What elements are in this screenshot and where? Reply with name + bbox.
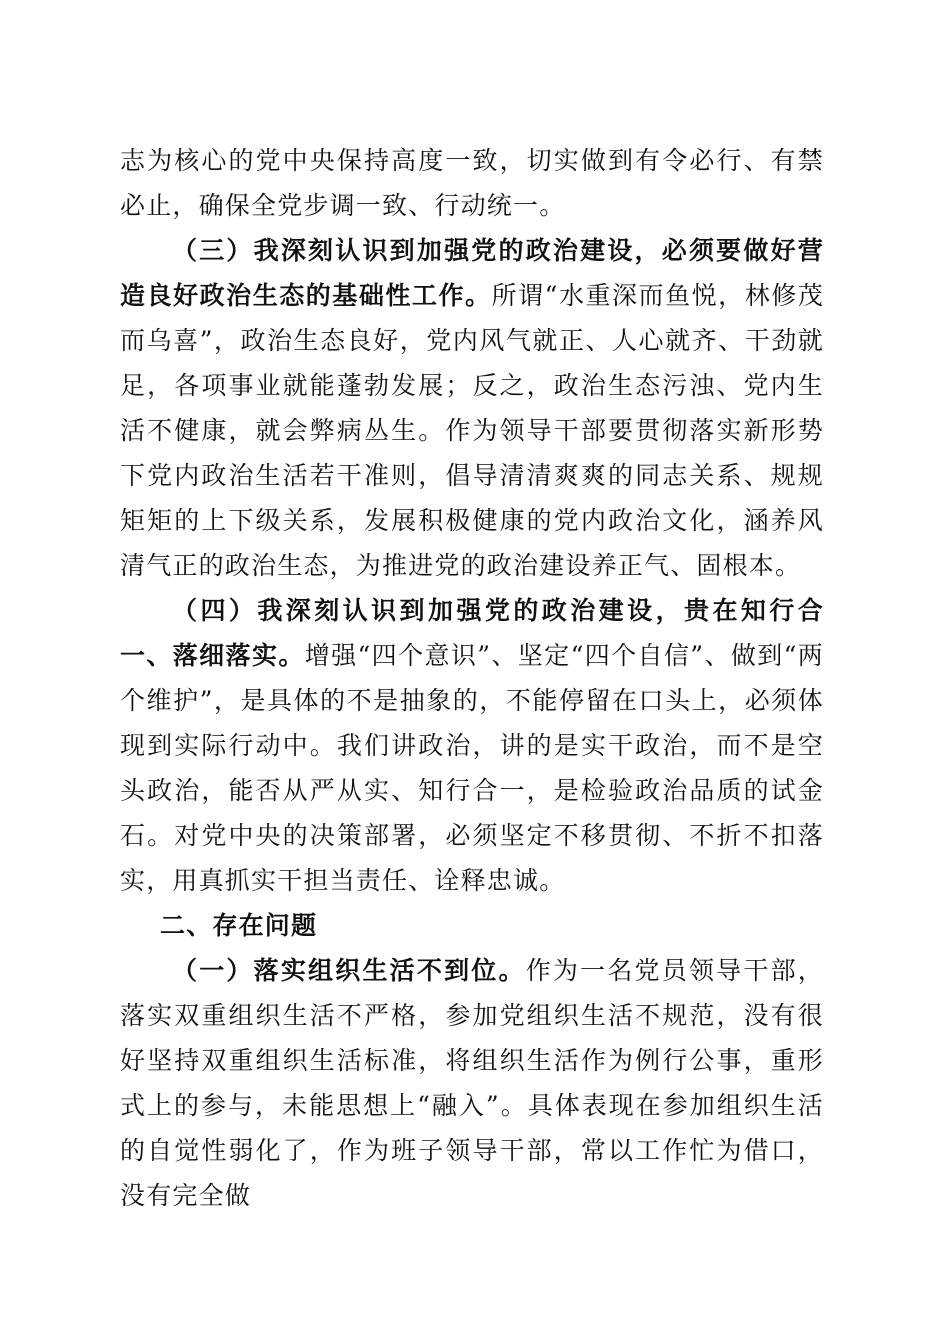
paragraph-text: 增强“四个意识”、坚定“四个自信”、做到“两个维护”，是具体的不是抽象的，不能停留在口头上，必须体现到实际行动中。我们讲政治，讲的是实干政治，而不是空头政治，能否从严从实、知行合一，是检验政治品质的试金石。对党中央的决策部署，必须坚定不移贯彻、不折不扣落实，用真抓实干担当责任、诠释忠诚。	[120, 641, 825, 895]
paragraph-text: 所谓“水重深而鱼悦，林修茂而乌喜”，政治生态良好，党内风气就正、人心就齐、干劲就足，各项事业就能蓬勃发展；反之，政治生态污浊、党内生活不健康，就会弊病丛生。作为领导干部要贯彻落实新形势下党内政治生活若干准则，倡导清清爽爽的同志关系、规规矩矩的上下级关系，发展积极健康的党内政治文化，涵养风清气正的政治生态，为推进党的政治建设养正气、固根本。	[120, 281, 824, 580]
paragraph-lead-heading: （三）我深刻认识到加强党的政治建设，必须要做好营造良好政治生态的基础性工作。	[120, 236, 824, 310]
document-body	[120, 138, 824, 1218]
paragraph-section-4	[120, 588, 824, 903]
paragraph-text: 作为一名党员领导干部，落实双重组织生活不严格，参加党组织生活不规范，没有很好坚持双重组织生活标准，将组织生活作为例行公事，重形式上的参与，未能思想上“融入”。具体表现在参加组织生活的自觉性弱化了，作为班子领导干部，常以工作忙为借口，没有完全做	[120, 956, 825, 1210]
paragraph-section-3	[120, 228, 824, 588]
paragraph-continuation	[120, 138, 824, 228]
section-heading: 二、存在问题	[160, 911, 318, 940]
paragraph-problem-1	[120, 948, 824, 1218]
paragraph-lead-heading: （四）我深刻认识到加强党的政治建设，贵在知行合一、落细落实。	[120, 596, 824, 670]
paragraph-text: 志为核心的党中央保持高度一致，切实做到有令必行、有禁必止，确保全党步调一致、行动统一。	[120, 146, 824, 220]
paragraph-lead-heading: （一）落实组织生活不到位。	[172, 956, 526, 985]
